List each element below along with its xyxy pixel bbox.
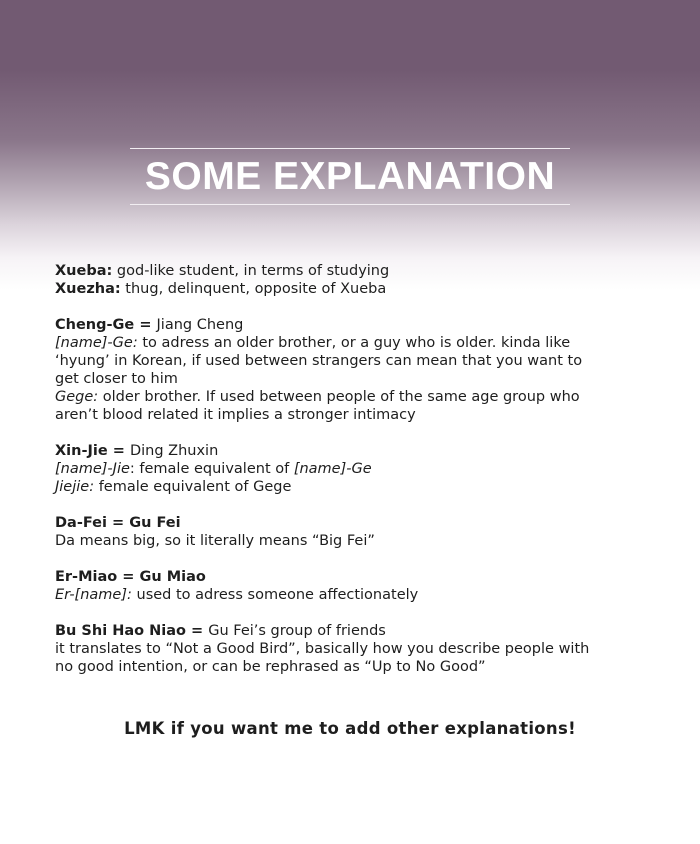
term: Xueba: [55, 263, 113, 279]
glossary-entry-er-miao [55, 568, 655, 604]
term: Xuezha: [55, 281, 121, 297]
definition-line: it translates to “Not a Good Bird”, basically how you describe people with [55, 641, 590, 657]
character-name: Gu Fei’s group of friends [208, 623, 386, 639]
definition: used to adress someone affectionately [131, 587, 419, 603]
equals-sign: = [134, 317, 157, 333]
glossary-line [55, 334, 655, 352]
glossary-entry-cheng-ge [55, 316, 655, 424]
glossary-line [55, 388, 655, 406]
term: Xin-Jie [55, 443, 108, 459]
definition-line: aren’t blood related it implies a stronger intimacy [55, 407, 416, 423]
footer-note: LMK if you want me to add other explanations! [124, 719, 576, 738]
definition-line: ‘hyung’ in Korean, if used between strangers can mean that you want to [55, 353, 583, 369]
header-top-rule [130, 148, 570, 149]
character-name: Ding Zhuxin [129, 443, 219, 459]
definition: female equivalent of Gege [94, 479, 292, 495]
definition: older brother. If used between people of the same age group who [98, 389, 580, 405]
term: Jiejie: [55, 479, 95, 495]
term: Bu Shi Hao Niao [55, 623, 186, 639]
glossary-entry-xin-jie [55, 442, 655, 496]
definition-line: no good intention, or can be rephrased as “Up to No Good” [55, 659, 486, 675]
entry-heading [55, 442, 655, 460]
glossary-line [55, 478, 655, 496]
glossary-entry-bu-shi-hao-niao [55, 622, 655, 676]
page-title: SOME EXPLANATION [144, 155, 556, 198]
definition-line: get closer to him [55, 371, 178, 387]
entry-heading: Da-Fei = Gu Fei [55, 515, 181, 531]
definition: thug, delinquent, opposite of Xueba [120, 281, 387, 297]
header [130, 148, 570, 206]
term: [name]-Ge: [55, 335, 138, 351]
term: Cheng-Ge [55, 317, 135, 333]
glossary-line [55, 460, 655, 478]
definition: god-like student, in terms of studying [112, 263, 390, 279]
entry-heading [55, 622, 655, 640]
character-name: Jiang Cheng [156, 317, 244, 333]
equals-sign: = [107, 443, 130, 459]
glossary-entry-xueba [55, 262, 655, 298]
term-reference: [name]-Ge [293, 461, 372, 477]
glossary-line [55, 586, 655, 604]
header-bottom-rule [130, 204, 570, 205]
definition: : female equivalent of [129, 461, 294, 477]
glossary-line [55, 262, 655, 280]
definition-line: Da means big, so it literally means “Big Fei” [55, 533, 375, 549]
term: Gege: [55, 389, 99, 405]
term: Er-[name]: [55, 587, 132, 603]
definition: to adress an older brother, or a guy who is older. kinda like [137, 335, 571, 351]
term: [name]-Jie [55, 461, 130, 477]
equals-sign: = [186, 623, 209, 639]
glossary-entry-da-fei [55, 514, 655, 550]
glossary [55, 262, 655, 694]
entry-heading: Er-Miao = Gu Miao [55, 569, 206, 585]
entry-heading [55, 316, 655, 334]
glossary-line [55, 280, 655, 298]
